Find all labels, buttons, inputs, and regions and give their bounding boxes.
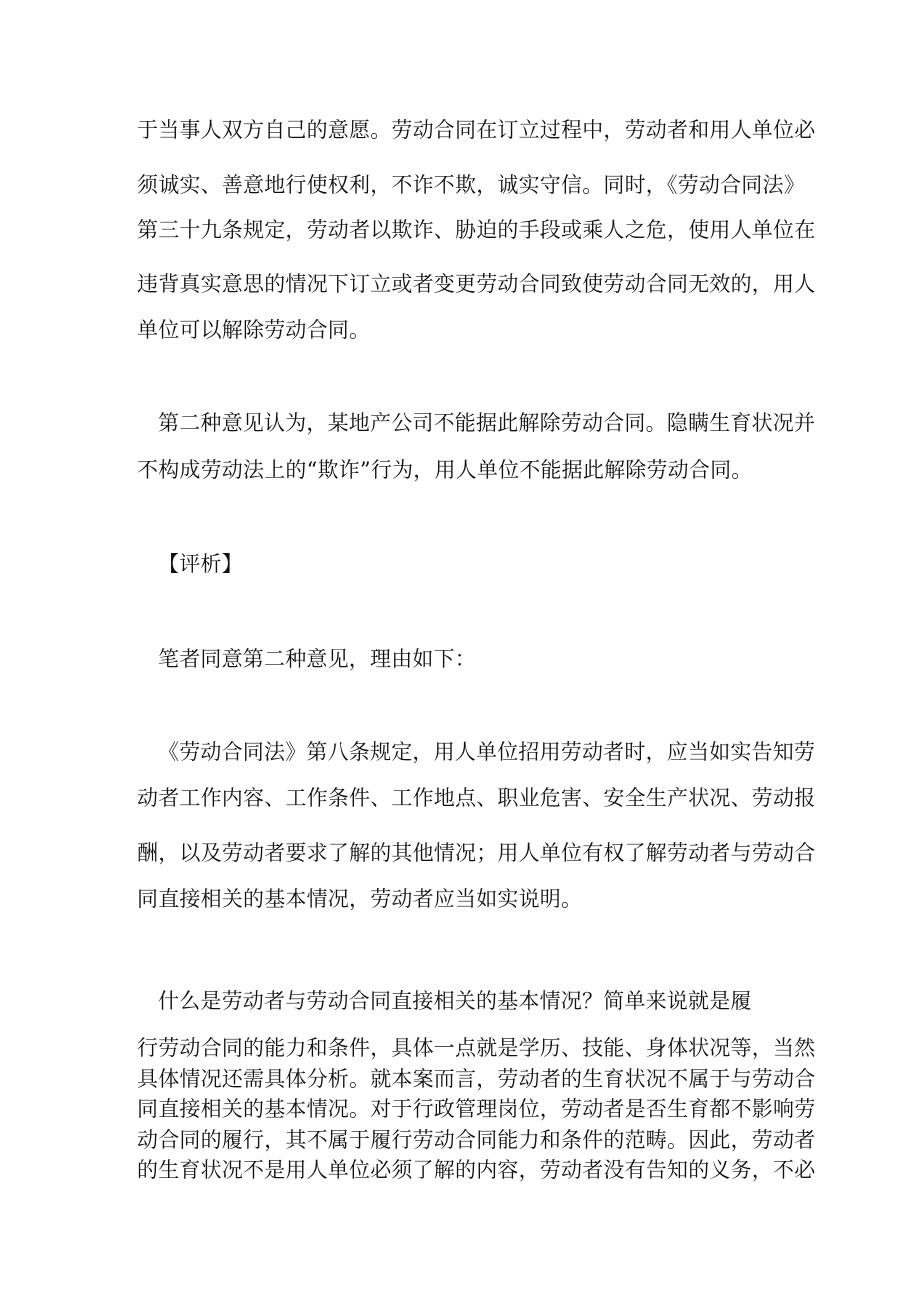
paragraph-1-line-3: 第三十九条规定，劳动者以欺诈、胁迫的手段或乘人之危，使用人单位在 [137,218,816,242]
paragraph-6-line-5: 的生育状况不是用人单位必须了解的内容，劳动者没有告知的义务，不必 [137,1158,816,1182]
paragraph-1-line-2: 须诚实、善意地行使权利，不诈不欺，诚实守信。同时，《劳动合同法》 [137,173,805,197]
paragraph-6-line-4: 动合同的履行，其不属于履行劳动合同能力和条件的范畴。因此，劳动者 [137,1128,816,1152]
paragraph-1-line-1: 于当事人双方自己的意愿。劳动合同在订立过程中，劳动者和用人单位必 [137,118,816,142]
paragraph-5-line-1: 什么是劳动者与劳动合同直接相关的基本情况？简单来说就是履 [158,989,752,1013]
paragraph-4-line-1: 《劳动合同法》第八条规定，用人单位招用劳动者时，应当如实告知劳 [158,740,816,764]
paragraph-6-line-2: 具体情况还需具体分析。就本案而言，劳动者的生育状况不属于与劳动合 [137,1067,816,1091]
paragraph-3-line-1: 笔者同意第二种意见，理由如下： [158,647,476,671]
paragraph-6-line-3: 同直接相关的基本情况。对于行政管理岗位，劳动者是否生育都不影响劳 [137,1097,816,1121]
paragraph-6-line-1: 行劳动合同的能力和条件，具体一点就是学历、技能、身体状况等，当然 [137,1036,816,1060]
paragraph-2-line-2: 不构成劳动法上的“欺诈”行为，用人单位不能据此解除劳动合同。 [137,458,753,482]
paragraph-1-line-4: 违背真实意思的情况下订立或者变更劳动合同致使劳动合同无效的，用人 [137,272,816,296]
paragraph-2-line-1: 第二种意见认为，某地产公司不能据此解除劳动合同。隐瞒生育状况并 [158,411,816,435]
section-heading: 【评析】 [158,552,243,576]
paragraph-4-line-2: 动者工作内容、工作条件、工作地点、职业危害、安全生产状况、劳动报 [137,786,816,810]
paragraph-4-line-3: 酬，以及劳动者要求了解的其他情况；用人单位有权了解劳动者与劳动合 [137,841,816,865]
paragraph-1-line-5: 单位可以解除劳动合同。 [137,318,371,342]
paragraph-4-line-4: 同直接相关的基本情况，劳动者应当如实说明。 [137,887,583,911]
